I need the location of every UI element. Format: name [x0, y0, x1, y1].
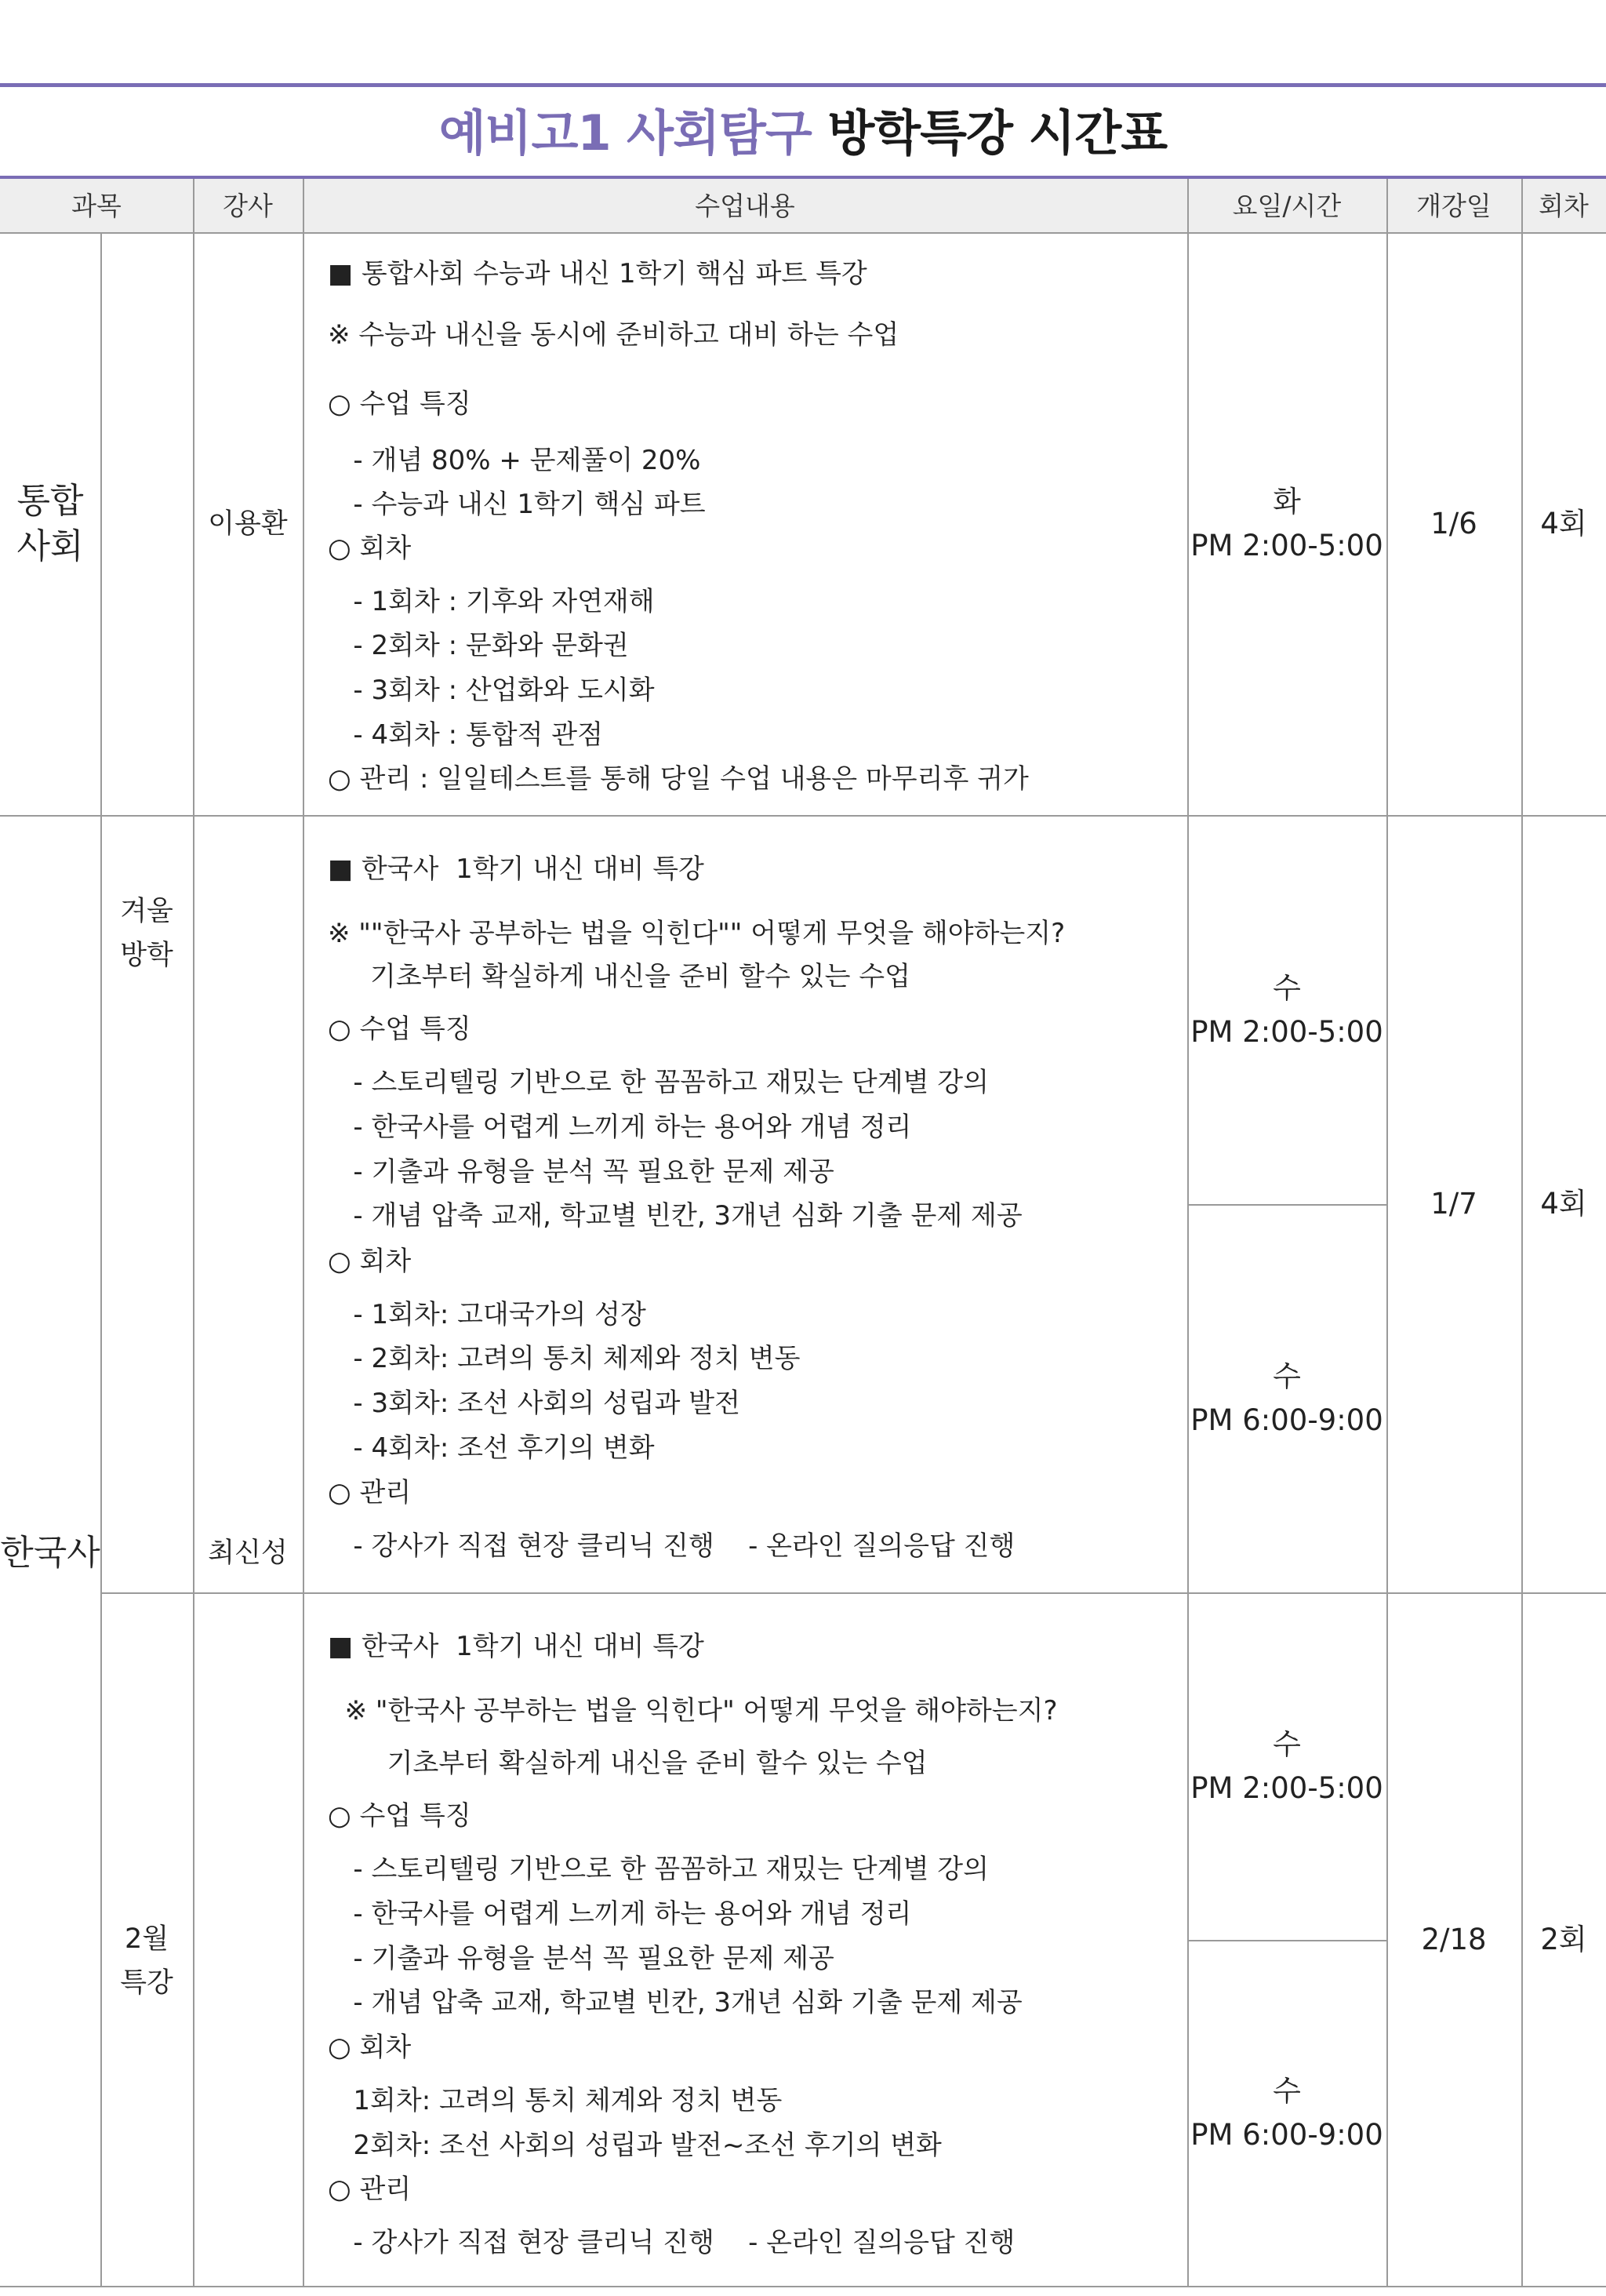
- list-item: - 1회차: 고대국가의 성장: [328, 1299, 646, 1330]
- list-item: - 개념 압축 교재, 학교별 빈칸, 3개년 심화 기출 문제 제공: [328, 1200, 1023, 1232]
- title-accent: 예비고1 사회탐구: [438, 104, 812, 162]
- schedule-february-slot1: 수 PM 2:00-5:00: [1190, 1727, 1383, 1805]
- list-item: ○ 관리: [328, 1477, 412, 1508]
- content-history-winter: [328, 816, 1183, 1592]
- page-title: [0, 100, 1606, 166]
- grid-line: [0, 2286, 1606, 2287]
- sessions-winter: 4회: [1540, 1187, 1587, 1221]
- sessions-integrated: 4회: [1540, 507, 1587, 540]
- list-item: ■ 한국사 1학기 내신 대비 특강: [328, 1631, 704, 1662]
- list-item: ■ 한국사 1학기 내신 대비 특강: [328, 853, 704, 885]
- teacher-korean-history: 최신성: [208, 1537, 288, 1569]
- subject-korean-history: 한국사: [0, 1533, 100, 1573]
- list-item: - 4회차 : 통합적 관점: [328, 719, 603, 751]
- list-item: ○ 수업 특징: [328, 1013, 471, 1045]
- list-item: ※ ""한국사 공부하는 법을 익힌다"" 어떻게 무엇을 해야하는지?: [328, 918, 1066, 949]
- list-item: - 수능과 내신 1학기 핵심 파트: [328, 489, 706, 520]
- header-teacher: 강사: [223, 191, 273, 221]
- schedule-winter-slot1: 수 PM 2:00-5:00: [1190, 970, 1383, 1049]
- grid-line: [303, 179, 304, 2287]
- term-february: 2월 특강: [120, 1923, 173, 1999]
- schedule-february-slot2: 수 PM 6:00-9:00: [1190, 2074, 1383, 2152]
- schedule-integrated: 화 PM 2:00-5:00: [1190, 485, 1383, 562]
- sessions-february: 2회: [1540, 1922, 1587, 1956]
- list-item: ○ 관리: [328, 2174, 412, 2205]
- list-item: ※ 수능과 내신을 동시에 준비하고 대비 하는 수업: [328, 319, 899, 351]
- list-item: - 한국사를 어렵게 느끼게 하는 용어와 개념 정리: [328, 1898, 912, 1930]
- list-item: - 3회차 : 산업화와 도시화: [328, 675, 655, 706]
- content-history-february: [328, 1593, 1183, 2286]
- header-subject: 과목: [71, 191, 122, 221]
- content-integrated: [328, 233, 1183, 815]
- list-item: 2회차: 조선 사회의 성립과 발전~조선 후기의 변화: [328, 2130, 942, 2161]
- list-item: ○ 회차: [328, 533, 412, 564]
- list-item: ※ "한국사 공부하는 법을 익힌다" 어떻게 무엇을 해야하는지?: [328, 1695, 1058, 1727]
- list-item: ■ 통합사회 수능과 내신 1학기 핵심 파트 특강: [328, 258, 867, 289]
- term-winter: 겨울 방학: [120, 896, 173, 971]
- list-item: - 기출과 유형을 분석 꼭 필요한 문제 제공: [328, 1156, 834, 1188]
- list-item: - 강사가 직접 현장 클리닉 진행 - 온라인 질의응답 진행: [328, 2227, 1016, 2258]
- start-date-winter: 1/7: [1430, 1187, 1477, 1221]
- header-start-date: 개강일: [1416, 191, 1492, 221]
- schedule-winter-slot2: 수 PM 6:00-9:00: [1190, 1359, 1383, 1437]
- list-item: 기초부터 확실하게 내신을 준비 할수 있는 수업: [328, 961, 910, 992]
- list-item: - 기출과 유형을 분석 꼭 필요한 문제 제공: [328, 1943, 834, 1974]
- list-item: - 1회차 : 기후와 자연재해: [328, 586, 655, 617]
- teacher-integrated: 이용환: [208, 508, 288, 540]
- list-item: - 2회차 : 문화와 문화권: [328, 630, 629, 661]
- start-date-integrated: 1/6: [1430, 507, 1477, 540]
- list-item: ○ 수업 특징: [328, 1800, 471, 1832]
- list-item: - 개념 압축 교재, 학교별 빈칸, 3개년 심화 기출 문제 제공: [328, 1987, 1023, 2018]
- list-item: 1회차: 고려의 통치 체계와 정치 변동: [328, 2085, 783, 2116]
- header-content: 수업내용: [695, 191, 795, 221]
- list-item: - 한국사를 어렵게 느끼게 하는 용어와 개념 정리: [328, 1112, 912, 1143]
- list-item: - 스토리텔링 기반으로 한 꼼꼼하고 재밌는 단계별 강의: [328, 1854, 989, 1885]
- top-rule: [0, 83, 1606, 87]
- start-date-february: 2/18: [1421, 1922, 1487, 1956]
- list-item: ○ 회차: [328, 2032, 412, 2063]
- header-sessions: 회차: [1539, 191, 1589, 221]
- list-item: - 강사가 직접 현장 클리닉 진행 - 온라인 질의응답 진행: [328, 1530, 1016, 1562]
- list-item: - 스토리텔링 기반으로 한 꼼꼼하고 재밌는 단계별 강의: [328, 1067, 989, 1098]
- list-item: - 4회차: 조선 후기의 변화: [328, 1432, 655, 1464]
- list-item: ○ 회차: [328, 1246, 412, 1277]
- list-item: - 개념 80% + 문제풀이 20%: [328, 445, 701, 476]
- list-item: 기초부터 확실하게 내신을 준비 할수 있는 수업: [328, 1748, 928, 1779]
- title-rest: 방학특강 시간표: [827, 104, 1168, 162]
- subject-integrated-social: 통합 사회: [16, 481, 84, 566]
- list-item: ○ 수업 특징: [328, 388, 471, 420]
- list-item: - 2회차: 고려의 통치 체제와 정치 변동: [328, 1343, 801, 1374]
- list-item: ○ 관리 : 일일테스트를 통해 당일 수업 내용은 마무리후 귀가: [328, 763, 1029, 795]
- header-schedule: 요일/시간: [1232, 191, 1342, 221]
- list-item: - 3회차: 조선 사회의 성립과 발전: [328, 1388, 740, 1419]
